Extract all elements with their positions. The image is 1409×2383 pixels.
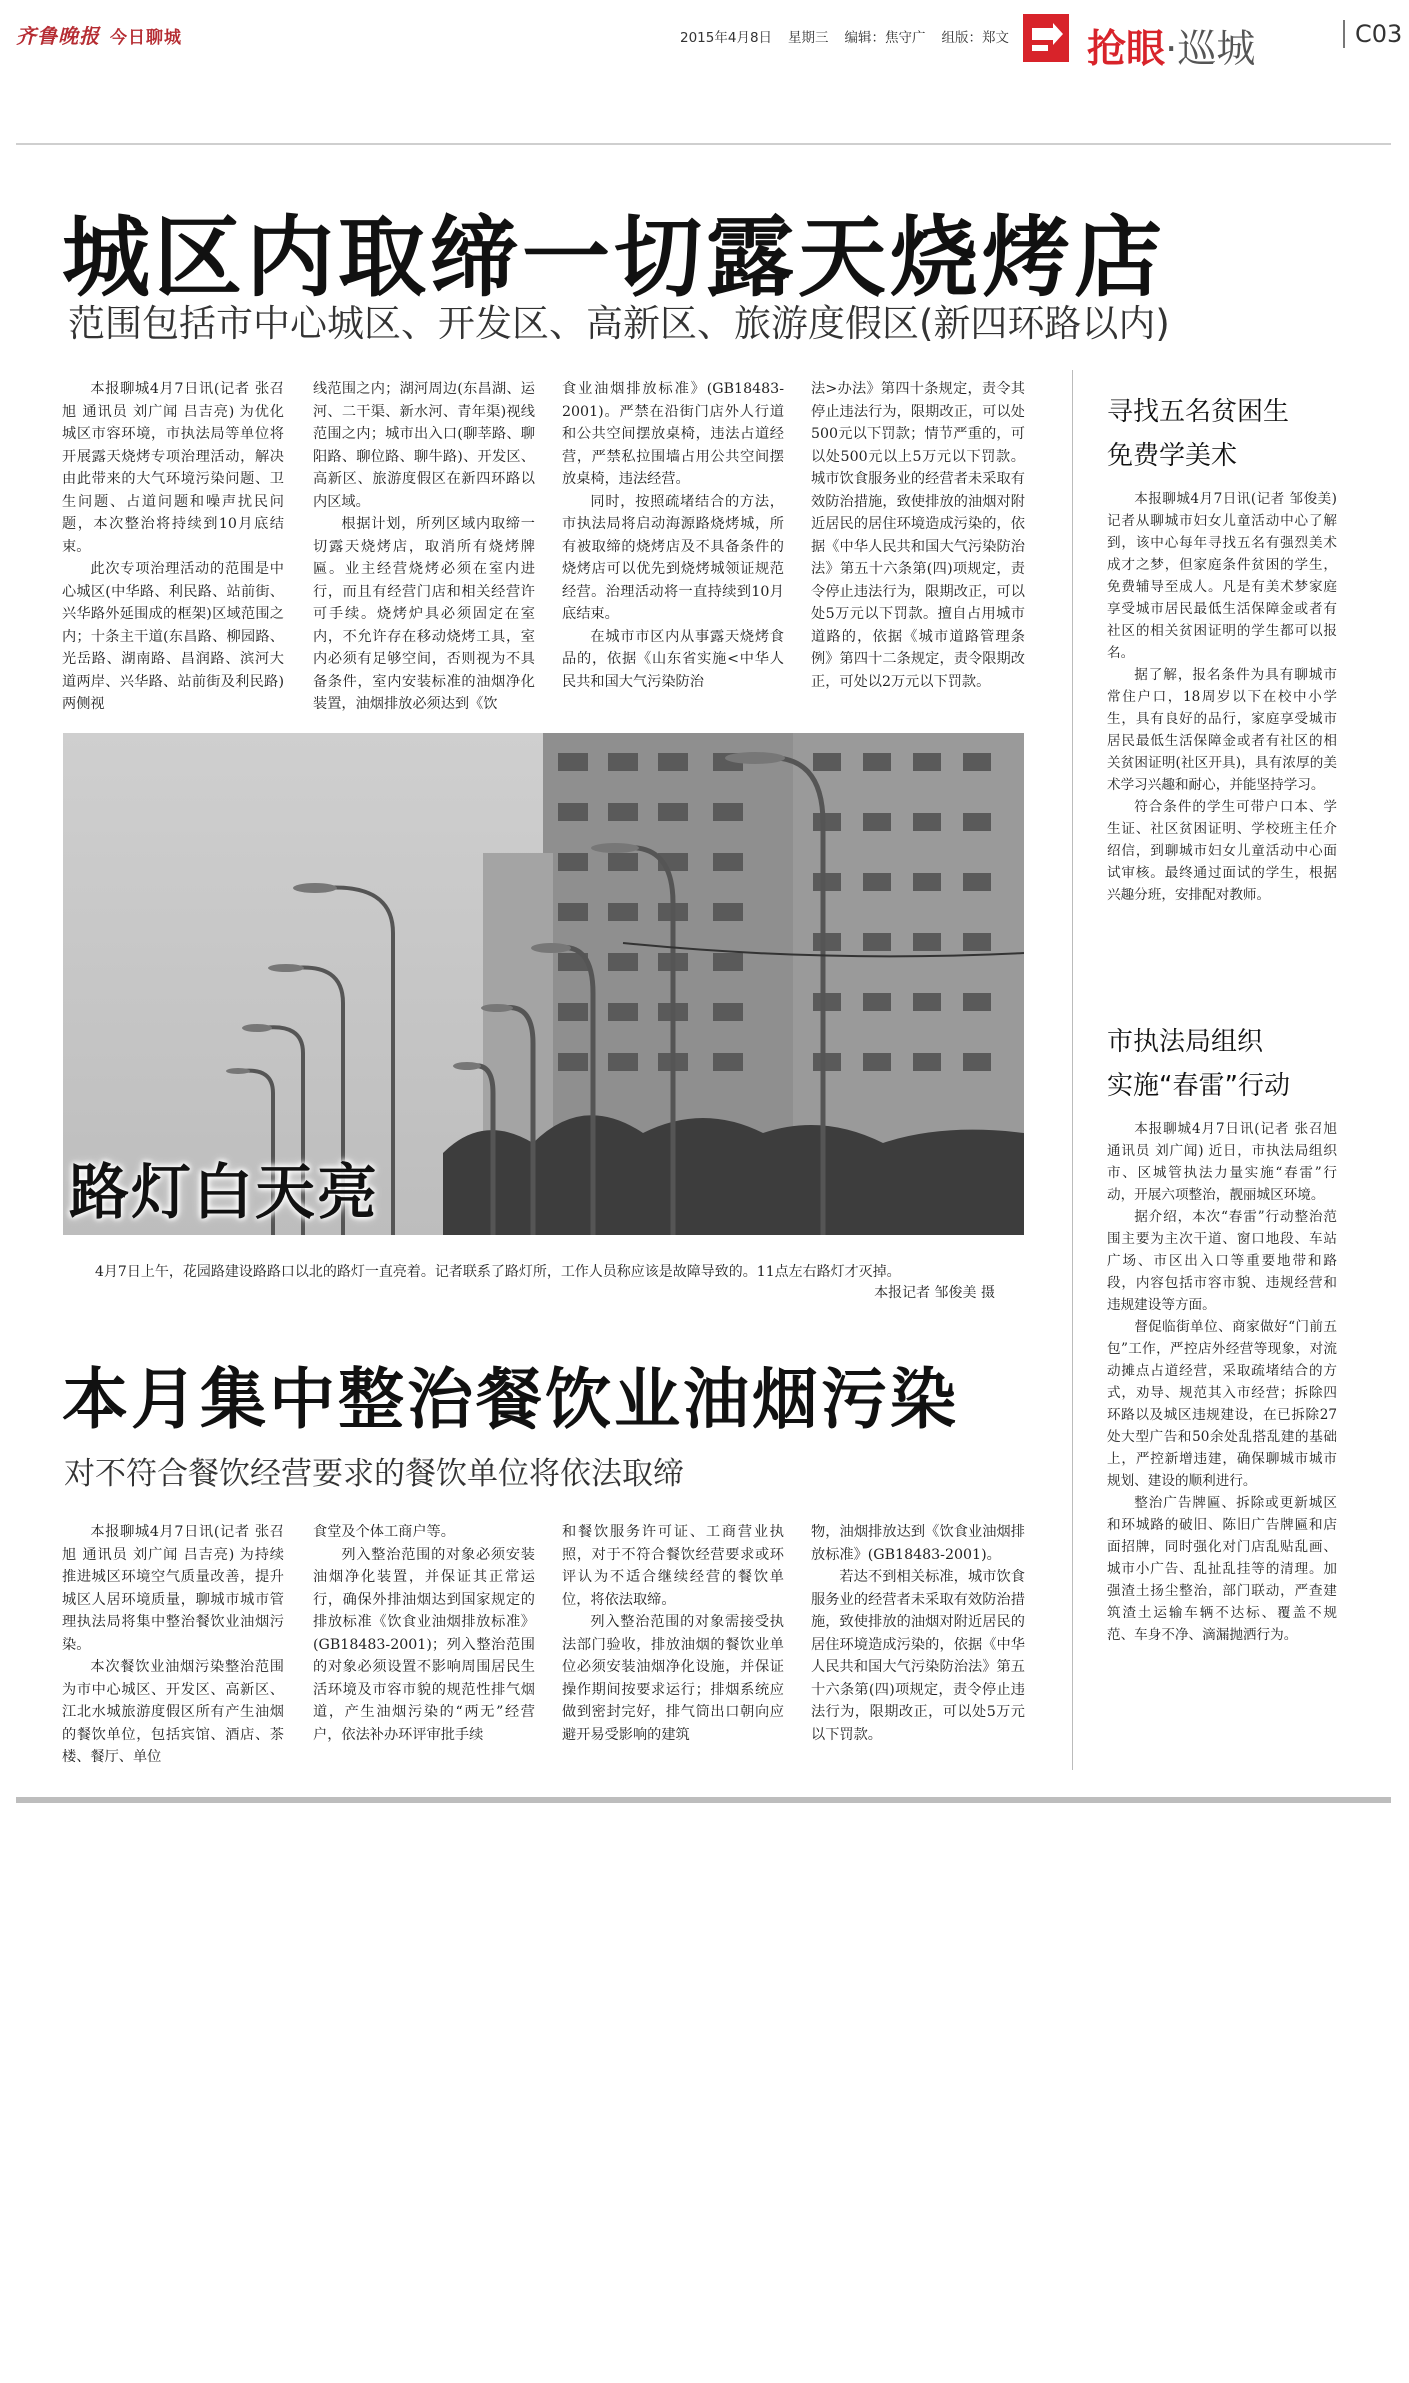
section-subname: ·巡城 — [1165, 27, 1256, 72]
side2-para: 整治广告牌匾、拆除或更新城区和环城路的破旧、陈旧广告牌匾和店面招牌，同时强化对门店乱贴乱画、城市小广告、乱扯乱挂等的清理。加强渣土扬尘整治，部门联动，严查建筑渣土运输车辆不达标、覆盖不规范、车身不净、滴漏抛洒行为。 — [1107, 1495, 1337, 1643]
article1-headline: 城区内取缔一切露天烧烤店 — [62, 206, 1167, 309]
article1-para: 同时，按照疏堵结合的方法，市执法局将启动海源路烧烤城，所有被取缔的烧烤店及不具备条件的烧烤店可以优先到烧烤城领证规范经营。治理活动将一直持续到10月底结束。 — [562, 493, 784, 622]
article1-column-3 — [562, 378, 784, 693]
article2-column-3 — [562, 1521, 784, 1746]
section-name: 抢眼 — [1087, 27, 1166, 72]
article1-column-2 — [313, 378, 535, 716]
edition-name: 今日聊城 — [110, 28, 182, 48]
layout-credit: 组版：郑文 — [941, 30, 1010, 46]
article1-para: 食业油烟排放标准》(GB18483-2001)。严禁在沿街门店外人行道和公共空间摆放桌椅，违法占道经营，严禁私拉围墙占用公共空间摆放桌椅，违法经营。 — [562, 381, 784, 487]
side1-headline — [1107, 390, 1289, 478]
issue-date: 2015年4月8日 — [680, 30, 773, 46]
section-banner — [1023, 14, 1403, 72]
streetlight-photo — [63, 733, 1024, 1235]
article1-column-1 — [62, 378, 284, 716]
page-number: C03 — [1343, 20, 1402, 48]
side1-para: 本报聊城4月7日讯(记者 邹俊美) 记者从聊城市妇女儿童活动中心了解到，该中心每年寻找五名有强烈美术成才之梦，但家庭条件贫困的学生，免费辅导至成人。凡是有美术梦家庭享受城市居民最低生活保障金或者有社区的相关贫困证明的学生都可以报名。 — [1107, 491, 1337, 661]
side2-para: 督促临街单位、商家做好“门前五包”工作，严控店外经营等现象，对流动摊点占道经营，采取疏堵结合的方式，劝导、规范其入市经营；拆除四环路以及城区违规建设，在已拆除27处大型广告和50余处乱搭乱建的基础上，严控新增违建，确保聊城市城市规划、建设的顺利进行。 — [1107, 1319, 1337, 1489]
footer-rule — [16, 1797, 1391, 1803]
article1-para: 线范围之内；湖河周边(东昌湖、运河、二干渠、新水河、青年渠)视线范围之内；城市出入口(聊莘路、聊阳路、聊位路、聊牛路)、开发区、高新区、旅游度假区在新四环路以内区域。 — [313, 381, 535, 510]
side1-para: 符合条件的学生可带户口本、学生证、社区贫困证明、学校班主任介绍信，到聊城市妇女儿童活动中心面试审核。最终通过面试的学生，根据兴趣分班，安排配对教师。 — [1107, 799, 1337, 903]
article2-para: 食堂及个体工商户等。 — [313, 1524, 455, 1540]
section-title — [1087, 18, 1255, 74]
article2-para: 本次餐饮业油烟污染整治范围为市中心城区、开发区、高新区、江北水城旅游度假区所有产生油烟的餐饮单位，包括宾馆、酒店、茶楼、餐厅、单位 — [62, 1659, 284, 1765]
side1-para: 据了解，报名条件为具有聊城市常住户口，18周岁以下在校中小学生，具有良好的品行，家庭享受城市居民最低生活保障金或者有社区的相关贫困证明(社区开具)，具有浓厚的美术学习兴趣和耐心，并能坚持学习。 — [1107, 667, 1337, 793]
article2-column-2 — [313, 1521, 535, 1746]
side1-title-line2: 免费学美术 — [1107, 441, 1238, 471]
article2-para: 列入整治范围的对象需接受执法部门验收，排放油烟的餐饮业单位必须安装油烟净化设施，并保证操作期间按要求运行；排烟系统应做到密封完好，排气筒出口朝向应避开易受影响的建筑 — [562, 1614, 784, 1743]
side2-headline — [1107, 1020, 1290, 1108]
editor-credit: 编辑：焦守广 — [844, 30, 926, 46]
side2-title-line1: 市执法局组织 — [1107, 1027, 1264, 1057]
article2-headline: 本月集中整治餐饮业油烟污染 — [62, 1361, 959, 1438]
sidebar-divider — [1072, 370, 1073, 1770]
photo-caption — [95, 1262, 1025, 1304]
photo-headline: 路灯白天亮 — [69, 1158, 379, 1228]
side2-body — [1107, 1118, 1337, 1646]
masthead — [16, 20, 182, 49]
article2-para: 和餐饮服务许可证、工商营业执照，对于不符合餐饮经营要求或环评认为不适合继续经营的餐饮单位，将依法取缔。 — [562, 1524, 784, 1608]
article2-para: 若达不到相关标准，城市饮食服务业的经营者未采取有效防治措施，致使排放的油烟对附近居民的居住环境造成污染的，依据《中华人民共和国大气污染防治法》第五十六条第(四)项规定，责令停止违法行为，限期改正，可以处5万元以下罚款。 — [811, 1569, 1025, 1743]
article2-subheadline: 对不符合餐饮经营要求的餐饮单位将依法取缔 — [64, 1456, 684, 1492]
article1-subheadline: 范围包括市中心城区、开发区、高新区、旅游度假区(新四环路以内) — [68, 302, 1170, 345]
masthead-title: 齐鲁晚报 — [16, 24, 100, 48]
article1-para: 在城市市区内从事露天烧烤食品的，依据《山东省实施<中华人民共和国大气污染防治 — [562, 628, 784, 690]
article1-para: 根据计划，所列区域内取缔一切露天烧烤店，取消所有烧烤牌匾。业主经营烧烤必须在室内进行，而且有经营门店和相关经营许可手续。烧烤炉具必须固定在室内，不允许存在移动烧烤工具，室内必须有足够空间，否则视为不具备条件，室内安装标准的油烟净化装置，油烟排放必须达到《饮 — [313, 516, 535, 712]
article1-para: 本报聊城4月7日讯(记者 张召旭 通讯员 刘广闻 吕吉亮) 为优化城区市容环境，市执法局等单位将开展露天烧烤专项治理活动，解决由此带来的大气环境污染问题、卫生问题、占道问题和噪声扰民问题，本次整治将持续到10月底结束。 — [62, 381, 284, 555]
header-divider — [16, 143, 1391, 145]
issue-meta — [680, 26, 1025, 46]
section-logo-icon — [1023, 14, 1069, 62]
side1-title-line1: 寻找五名贫困生 — [1107, 397, 1290, 427]
photo-caption-text: 4月7日上午，花园路建设路路口以北的路灯一直亮着。记者联系了路灯所，工作人员称应该是故障导致的。11点左右路灯才灭掉。 — [95, 1264, 901, 1280]
article2-column-4 — [811, 1521, 1025, 1746]
side1-body — [1107, 488, 1337, 906]
article1-para: 此次专项治理活动的范围是中心城区(中华路、利民路、站前街、兴华路外延围成的框架)区域范围之内；十条主干道(东昌路、柳园路、光岳路、湖南路、昌润路、滨河大道两岸、兴华路、站前街及利民路)两侧视 — [62, 561, 284, 712]
side2-para: 本报聊城4月7日讯(记者 张召旭 通讯员 刘广闻) 近日，市执法局组织市、区城管执法力量实施“春雷”行动，开展六项整治，靓丽城区环境。 — [1107, 1121, 1337, 1203]
article2-para: 列入整治范围的对象必须安装油烟净化装置，并保证其正常运行，确保外排油烟达到国家规定的排放标准《饮食业油烟排放标准》(GB18483-2001)；列入整治范围的对象必须设置不影响周围居民生活环境及市容市貌的规范性排气烟道，产生油烟污染的“两无”经营户，依法补办环评审批手续 — [313, 1546, 535, 1743]
article2-para: 本报聊城4月7日讯(记者 张召旭 通讯员 刘广闻 吕吉亮) 为持续推进城区环境空气质量改善，提升城区人居环境质量，聊城市城市管理执法局将集中整治餐饮业油烟污染。 — [62, 1524, 284, 1653]
side2-para: 据介绍，本次“春雷”行动整治范围主要为主次干道、窗口地段、车站广场、市区出入口等重要地带和路段，内容包括市容市貌、违规经营和违规建设等方面。 — [1107, 1209, 1337, 1313]
photo-credit: 本报记者 邹俊美 摄 — [874, 1285, 995, 1301]
article1-column-4 — [811, 378, 1025, 693]
article1-para: 法>办法》第四十条规定，责令其停止违法行为，限期改正，可以处500元以下罚款；情节严重的，可以处500元以上5万元以下罚款。城市饮食服务业的经营者未采取有效防治措施，致使排放的油烟对附近居民的居住环境造成污染的，依据《中华人民共和国大气污染防治法》第五十六条第(四)项规定，责令停止违法行为，限期改正，可以处5万元以下罚款。擅自占用城市道路的，依据《城市道路管理条例》第四十二条规定，责令限期改正，可处以2万元以下罚款。 — [811, 381, 1025, 690]
article2-column-1 — [62, 1521, 284, 1769]
article2-para: 物，油烟排放达到《饮食业油烟排放标准》(GB18483-2001)。 — [811, 1524, 1025, 1563]
side2-title-line2: 实施“春雷”行动 — [1107, 1071, 1290, 1101]
issue-weekday: 星期三 — [788, 30, 829, 46]
